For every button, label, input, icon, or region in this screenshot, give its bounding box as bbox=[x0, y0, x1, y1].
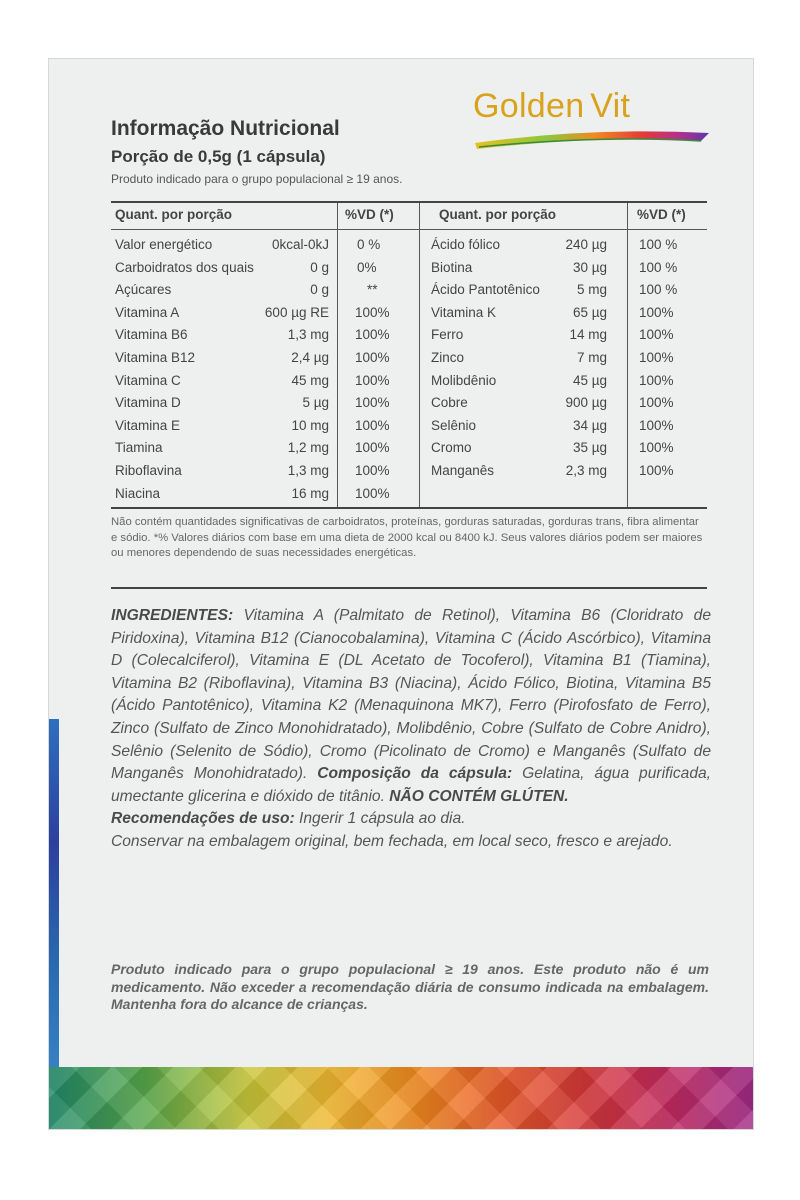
nutrient-amount: 45 µg bbox=[572, 372, 607, 388]
nutrient-name: Carboidratos dos quais bbox=[115, 259, 254, 275]
ingredients-text: Vitamina A (Palmitato de Retinol), Vitamina B6 (Cloridrato de Piridoxina), Vitamina B12 (Cianocobalamina), Vitamina C (Ácido Ascórbico), Vitamina D (Colecalciferol), Vitamina E (DL Acetato de Tocoferol), Vitamina B1 (Tiamina), Vitamina B2 (Riboflavina), Vitamina B3 (Niacina), Ácido Fólico, Biotina, Vitamina B5 (Ácido Pantotênico), Vitamina K2 (Menaquinona MK7), Ferro (Pirofosfato de Ferro), Zinco (Sulfato de Zinco Monohidratado), Molibdênio, Cobre (Sulfato de Cobre Anidro), Selênio (Selenito de Sódio), Cromo (Picolinato de Cromo) e Manganês (Sulfato de Manganês Monohidratado). bbox=[111, 607, 711, 783]
table-row bbox=[111, 324, 419, 347]
table-row bbox=[419, 347, 707, 370]
table-row bbox=[419, 257, 707, 280]
nutrient-vd: 100% bbox=[639, 372, 674, 388]
table-row bbox=[111, 460, 419, 483]
nutrient-amount: 900 µg bbox=[565, 395, 607, 411]
nutrient-amount: 14 mg bbox=[569, 327, 607, 343]
target-group-note: Produto indicado para o grupo populacional ≥ 19 anos. bbox=[111, 172, 403, 186]
left-nutrient-list bbox=[111, 234, 419, 505]
table-row bbox=[419, 279, 707, 302]
nutrient-vd: 100% bbox=[639, 327, 674, 343]
nutrition-table bbox=[111, 201, 707, 509]
table-row bbox=[419, 302, 707, 325]
nutrient-vd: 100% bbox=[355, 395, 390, 411]
table-row bbox=[111, 415, 419, 438]
nutrient-amount: 65 µg bbox=[572, 304, 607, 320]
ingredients-section bbox=[111, 605, 711, 854]
nutrient-name: Vitamina D bbox=[115, 395, 181, 411]
nutrient-amount: 600 µg RE bbox=[264, 304, 329, 320]
nutrient-name: Niacina bbox=[115, 485, 161, 501]
nutrient-amount: 5 mg bbox=[576, 282, 607, 298]
table-row bbox=[111, 370, 419, 393]
nutrient-name: Ferro bbox=[431, 327, 464, 343]
nutrient-name: Manganês bbox=[431, 462, 495, 478]
nutrient-amount: 16 mg bbox=[291, 485, 329, 501]
table-row bbox=[111, 347, 419, 370]
nutrient-amount: 1,3 mg bbox=[287, 462, 329, 478]
nutrient-amount: 35 µg bbox=[572, 440, 607, 456]
table-footnote: Não contém quantidades significativas de carboidratos, proteínas, gorduras saturadas, gorduras trans, fibra alimentar e sódio. *% Valores diários com base em uma dieta de 2000 kcal ou 8400 kJ. Seus valores diários podem ser maiores ou menores dependendo de suas necessidades energéticas. bbox=[111, 516, 703, 559]
table-row bbox=[111, 234, 419, 257]
header-vd-left: %VD (*) bbox=[345, 207, 394, 222]
nutrient-name: Tiamina bbox=[115, 440, 163, 456]
page-title: Informação Nutricional bbox=[111, 117, 340, 140]
nutrient-amount: 10 mg bbox=[291, 417, 329, 433]
warning-text: Produto indicado para o grupo populacional ≥ 19 anos. Este produto não é um medicamento. Não exceder a recomendação diária de consumo indicada na embalagem. Mantenha fora do alcance de crianças. bbox=[111, 961, 709, 1012]
nutrient-name: Vitamina B12 bbox=[115, 349, 196, 365]
nutrient-vd: 100% bbox=[355, 485, 390, 501]
table-row bbox=[419, 415, 707, 438]
nutrient-vd: 100% bbox=[639, 462, 674, 478]
table-row bbox=[419, 370, 707, 393]
nutrient-vd: ** bbox=[367, 282, 378, 298]
nutrient-vd: 100% bbox=[355, 304, 390, 320]
nutrient-name: Açúcares bbox=[115, 282, 172, 298]
table-row bbox=[419, 392, 707, 415]
table-row bbox=[111, 437, 419, 460]
nutrient-amount: 1,3 mg bbox=[287, 327, 329, 343]
nutrient-vd: 100% bbox=[355, 327, 390, 343]
rainbow-band bbox=[49, 1067, 753, 1129]
nutrient-vd: 100 % bbox=[639, 237, 678, 252]
nutrient-vd: 100% bbox=[639, 349, 674, 365]
storage-text: Conservar na embalagem original, bem fechada, em local seco, fresco e arejado. bbox=[111, 832, 673, 850]
nutrient-name: Vitamina B6 bbox=[115, 327, 188, 343]
nutrient-amount: 30 µg bbox=[572, 259, 607, 275]
nutrient-name: Vitamina E bbox=[115, 417, 181, 433]
nutrient-vd: 100% bbox=[639, 304, 674, 320]
nutrient-name: Zinco bbox=[431, 349, 465, 365]
nutrient-amount: 2,4 µg bbox=[291, 349, 329, 365]
portion-size: Porção de 0,5g (1 cápsula) bbox=[111, 147, 326, 166]
nutrient-vd: 0% bbox=[357, 259, 377, 275]
usage-label: Recomendações de uso: bbox=[111, 810, 295, 828]
header-vd-right: %VD (*) bbox=[637, 207, 686, 222]
rainbow-swoosh-icon bbox=[469, 123, 719, 159]
nutrient-amount: 45 mg bbox=[291, 372, 329, 388]
nutrient-amount: 34 µg bbox=[572, 417, 607, 433]
nutrient-vd: 100% bbox=[639, 440, 674, 456]
nutrient-vd: 100% bbox=[639, 417, 674, 433]
nutrient-vd: 100% bbox=[355, 417, 390, 433]
nutrient-name: Vitamina C bbox=[115, 372, 181, 388]
nutrient-name: Cromo bbox=[431, 440, 472, 456]
table-row bbox=[419, 234, 707, 257]
usage-text: Ingerir 1 cápsula ao dia. bbox=[294, 810, 466, 828]
nutrient-name: Selênio bbox=[431, 417, 477, 433]
table-row bbox=[419, 460, 707, 483]
capsule-text: Gelatina, água purificada, umectante glicerina e dióxido de titânio. bbox=[111, 765, 711, 805]
capsule-label: Composição da cápsula: bbox=[317, 765, 513, 783]
nutrient-name: Valor energético bbox=[115, 237, 213, 252]
header-quant-right: Quant. por porção bbox=[439, 207, 557, 222]
header-divider bbox=[111, 229, 707, 230]
nutrient-vd: 100% bbox=[355, 462, 390, 478]
section-divider bbox=[111, 587, 707, 589]
nutrient-name: Biotina bbox=[431, 259, 473, 275]
nutrient-vd: 100% bbox=[355, 440, 390, 456]
brand-logo bbox=[469, 87, 719, 157]
nutrient-name: Cobre bbox=[431, 395, 468, 411]
right-nutrient-list bbox=[419, 234, 707, 483]
nutrient-vd: 100% bbox=[355, 349, 390, 365]
nutrient-vd: 100 % bbox=[639, 282, 678, 298]
table-row bbox=[111, 392, 419, 415]
table-row bbox=[111, 302, 419, 325]
nutrient-amount: 0kcal-0kJ bbox=[271, 237, 329, 252]
nutrient-name: Molibdênio bbox=[431, 372, 497, 388]
nutrient-vd: 100% bbox=[639, 395, 674, 411]
nutrient-vd: 0 % bbox=[357, 237, 381, 252]
table-row bbox=[419, 437, 707, 460]
table-row bbox=[111, 279, 419, 302]
nutrient-amount: 0 g bbox=[310, 282, 329, 298]
nutrient-amount: 5 µg bbox=[302, 395, 329, 411]
table-row bbox=[419, 324, 707, 347]
nutrient-name: Ácido Pantotênico bbox=[431, 282, 540, 298]
header-quant-left: Quant. por porção bbox=[115, 207, 233, 222]
nutrient-vd: 100% bbox=[355, 372, 390, 388]
nutrient-amount: 1,2 mg bbox=[287, 440, 329, 456]
package-panel bbox=[48, 58, 754, 1130]
table-row bbox=[111, 483, 419, 506]
brand-wordmark: Golden Vit bbox=[473, 87, 631, 125]
ingredients-label: INGREDIENTES: bbox=[111, 607, 234, 624]
nutrient-amount: 240 µg bbox=[565, 237, 607, 252]
table-row bbox=[111, 257, 419, 280]
nutrient-vd: 100 % bbox=[639, 259, 678, 275]
nutrient-name: Ácido fólico bbox=[431, 237, 501, 252]
nutrient-amount: 0 g bbox=[310, 259, 329, 275]
nutrient-amount: 7 mg bbox=[576, 349, 607, 365]
nutrient-name: Riboflavina bbox=[115, 462, 182, 478]
nutrient-name: Vitamina K bbox=[431, 304, 497, 320]
nutrient-name: Vitamina A bbox=[115, 304, 180, 320]
nutrient-amount: 2,3 mg bbox=[565, 462, 607, 478]
gluten-free-label: NÃO CONTÉM GLÚTEN. bbox=[389, 787, 569, 805]
